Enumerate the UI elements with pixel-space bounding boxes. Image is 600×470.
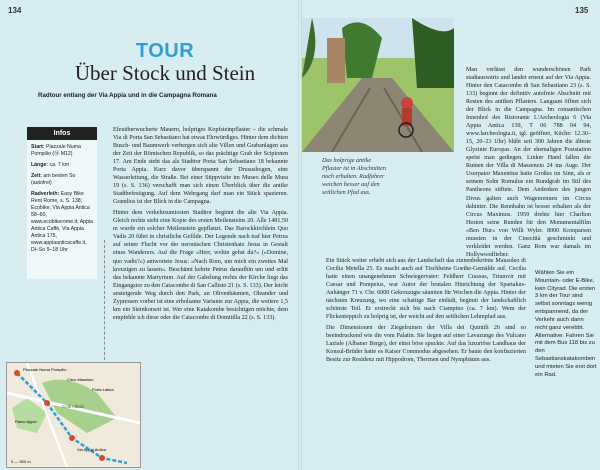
page-number-left: 134 bbox=[8, 6, 22, 15]
map-label: Via Appia Antica bbox=[77, 447, 106, 452]
paragraph: Ein Stück weiter erhebt sich aus der Landschaft das zinnenbekrönte Mausoleo di Cecilia Metella 25. Es macht auch auf Tischbeins Goethe-Gemälde auf. Cecilia hatte einen unangenehmen Schwiegervater: Feldherr Crassus, Triumvir mit Caesar und Pompeius, war Autor der brutalen Hinrichtung der Spartakus-Anhänger 71 v. Chr. 6000 Gekreuzigte säumten für Wochen die Appia. Hinter der nächsten Kreuzung, wo eine schattige Bar einlädt, beginnt der landschaftlich schönste Teil. Er erstreckt sich bis nach Ciampino (ca. 7 km). Wem der Flickenteppich zu holprig ist, der weicht auf den seitlichen Lehmpfad aus. bbox=[326, 258, 526, 321]
sidebar-tip: Wählen Sie ein Mountain- oder E-Bike, kein Cityrad. Die ersten 3 km der Tour sind selbst sonntags wenig entspannend, da der Verkehr auch dann nicht ganz verebbt. Alternative: Fahren Sie mit dem Bus 118 bis zu den Sebastianskatakomben und mieten Sie erst dort ein Rad. bbox=[535, 270, 597, 378]
photo-caption: Das holprige antike Pflaster ist in Abschnitten noch erhalten. Radfahrer weichen besser auf den seitlichen Pfad aus. bbox=[322, 157, 386, 197]
left-text-column bbox=[113, 126, 288, 325]
route-map bbox=[6, 362, 141, 468]
paragraph: Man verlässt den wunderschönen Park stadtauswärts und landet erneut auf der Via Appia. Hinter den Catacombe di San Sebastiano 23 (s. S. 133) beginnt der definitiv autofreie Abschnitt mit Resten des antiken Pflasters. Langsam öffnet sich der Blick in die Campagna. Im romantischen Innenhof des Ristorante L'Archeologia 6 (Via Appia Antica 139, T 06 788 04 94, www.larcheologia.it, tgl. geöffnet, Küche: 12.30–15, 20–23 Uhr) blüht seit 300 Jahren die älteste Glyzinie Europas. An der ehemaligen Poststation speist man gediegen. Linker Hand fallen die Ruinen der Villa di Massenzio 24 ins Auge. Der Usurpator Maxentius hatte Großes im Sinn, als er seinem Sohn Romulus ein Rundgrab im Stil des Pantheons stiftete. Dem Andenken des jungen Divus galten auch Wagenrennen im Circus dahinter. Die Rennbahn ist besser erhalten als der Circus Maximus. 1959 drehte hier Charlton Heston seine Runden für den Monumentalfilm »Ben Hur« von Willi Wyler. 8000 Komparsen mussten in der Cinecittà geschminkt und verkleidet werden. Ganz Rom war damals im Hollywoodfieber. bbox=[466, 67, 591, 258]
photo-via-appia bbox=[302, 18, 454, 152]
map-graphic bbox=[7, 363, 140, 467]
info-start: Start: Piazzale Numa Pompilio (Ⓜ M12) bbox=[31, 144, 81, 158]
map-marker bbox=[69, 435, 75, 441]
map-marker bbox=[99, 455, 105, 461]
map-label: Parco Appio bbox=[15, 419, 37, 424]
info-time: Zeit: am besten So (autofrei) bbox=[31, 173, 76, 187]
map-label: Colli Albani bbox=[62, 404, 85, 409]
right-top-column bbox=[466, 66, 591, 262]
info-length: Länge: ca. 7 km bbox=[31, 162, 70, 169]
photo-graphic bbox=[302, 18, 454, 152]
map-label: Circo Massimo bbox=[67, 377, 94, 382]
paragraph: Hinter dem verkehrsumtosten Stadttor beginnt die alte Via Appia. Gleich rechts steht eine Kopie des ersten Meilensteins 20. Alle 1481,50 m wurde ein solcher Meilenstein gepflanzt. Das Barockkirchlein Quo Vadis 20 führt in christliche Gefilde. Der Legende nach traf hier Petrus auf seiner Flucht vor der neronischen Christenhatz Jesus in Gestalt eines Wanderers. Auf die Frage »Herr, wohin gehst du?« (»Domine, quo vadis?«) antwortete Jesus: »Nach Rom, um mich ein zweites Mal kreuzigen zu lassen«. Beschämt kehrte Petrus daraufhin um und erlitt das bekannte Martyrium. Auf der Gabelung rechts der Kirche liegt das Eingangstor zu den Catacombe di San Callisto 21 (s. S. 133). Der leicht ansteigende Weg durch den Park, an Olivenbäumen, Oleander und Zypressen vorbei ist eine erholsame Variante zur Appia, die weitere 1,5 km ein Steinkorsett ist. Wer eine Katakombe besichtigen möchte, dem empfehle ich diese oder die Catacombe di Domitilla 22 (s. S. 133). bbox=[113, 210, 288, 321]
paragraph: Die Dimensionen der Ziegelruinen der Villa dei Quintili 26 sind so beeindruckend wie die vom Palatin. Sie liegen auf einer Lavazunge des Vulcano Laziale (Albaner Berge), der einst böse spuckte. Auf das luxuriöse Landhaus der Konsul-Brüder hatte es Kaiser Commodus abgesehen. Er baute den konfiszierten Besitz zur Residenz mit Hippodrom, Thermen und Nymphäum aus. bbox=[326, 325, 526, 364]
map-marker bbox=[14, 370, 20, 376]
tour-subtitle: Radtour entlang der Via Appia und in die Campagna Romana bbox=[38, 92, 217, 99]
tour-title: Über Stock und Stein bbox=[74, 61, 256, 85]
route-connector bbox=[104, 240, 105, 365]
tour-heading bbox=[70, 40, 260, 86]
infos-box bbox=[27, 127, 97, 279]
map-label: Porta Latina bbox=[92, 387, 114, 392]
infos-heading: Infos bbox=[27, 127, 97, 140]
map-scale: 0 — 500 m bbox=[11, 459, 31, 464]
paragraph: Efeuüberwucherte Mauern, holpriges Kopfsteinpflaster – die schmale Via di Porta San Sebastiano hat etwas Ehrwürdiges. Hinter dem dichten Busch- und Baumwerk verbergen sich alte Villen und Grabanlagen aus der Zeit der Römischen Republik, so das prächtige Grab der Scipionen 17. Am Ende steht das als Stadttor Porta San Sebastiano 18 bekannte Porta Appia. Kurz davor überspannt der Drususbogen, eine Wasserleitung, die Straße. Bei einer Stippvisite im Museo delle Mura 19 (s. S. 136) verschafft man sich einen Überblick über die antike Stadtbefestigung. Auf dem Wehrgang darf man ein Stück spazieren. Grandios ist der Blick in die Campagna. bbox=[113, 127, 288, 206]
map-marker bbox=[44, 400, 50, 406]
tour-kicker: TOUR bbox=[135, 40, 195, 62]
info-rental: Radverleih: Easy Bike Rent Rome, s. S. 138; Ecobike, Via Appia Antica 58–60, www.ecobikerome.it; Appia Antica Caffè, Via Appia Antica 175, www.appiaanticacaffe.it, Di–So 9–18 Uhr bbox=[31, 191, 93, 254]
page-number-right: 135 bbox=[575, 6, 589, 15]
right-bottom-column bbox=[326, 257, 526, 367]
map-label: Piazzale Numa Pompilio bbox=[23, 367, 67, 372]
